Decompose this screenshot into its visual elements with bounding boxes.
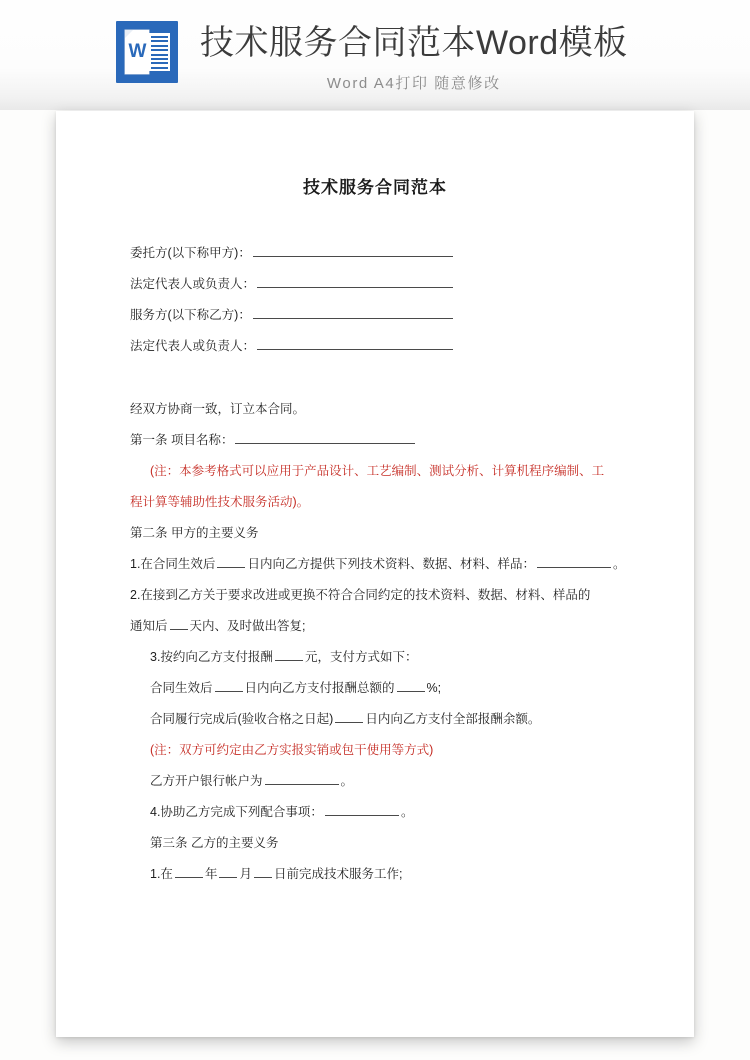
clause-2-item-2-line-1: 2.在接到乙方关于要求改进或更换不符合合同约定的技术资料、数据、材料、样品的: [130, 588, 591, 602]
item-text-a: 4.协助乙方完成下列配合事项：: [150, 805, 323, 819]
payment-text-a: 合同履行完成后(验收合格之日起): [150, 712, 334, 726]
clause-2-item-3: [130, 642, 650, 673]
payment-term-1: [130, 673, 650, 704]
document-body: [56, 238, 694, 890]
intro-paragraph: 经双方协商一致，订立本合同。: [130, 402, 306, 416]
field-label: 法定代表人或负责人：: [130, 339, 256, 353]
item-text-c: 月: [239, 867, 252, 881]
item-text-c: 。: [612, 557, 626, 571]
field-blank-line[interactable]: [257, 336, 453, 350]
word-icon-letter: W: [128, 41, 146, 62]
field-row-legal-rep-a: [130, 269, 650, 300]
field-label: 法定代表人或负责人：: [130, 277, 256, 291]
month-blank[interactable]: [219, 864, 237, 878]
item-text-c: 天内、及时做出答复;: [189, 619, 306, 633]
header-text-block: [200, 21, 628, 93]
header-content: [116, 21, 628, 93]
item-text-b: 。: [400, 805, 414, 819]
bank-account-row: [130, 766, 650, 797]
clause-1-label: 第一条 项目名称：: [130, 433, 234, 447]
days-blank[interactable]: [335, 709, 363, 723]
note-2: (注：双方可约定由乙方实报实销或包干使用等方式): [150, 743, 434, 757]
project-name-blank[interactable]: [235, 430, 415, 444]
payment-text-a: 合同生效后: [150, 681, 213, 695]
page-title: 技术服务合同范本Word模板: [200, 24, 628, 62]
percent-blank[interactable]: [397, 678, 425, 692]
days-blank[interactable]: [170, 616, 188, 630]
item-text-d: 日前完成技术服务工作;: [273, 867, 403, 881]
bank-text-a: 乙方开户银行帐户为: [150, 774, 263, 788]
field-blank-line[interactable]: [253, 305, 453, 319]
day-blank[interactable]: [254, 864, 272, 878]
field-row-entrusting-party: [130, 238, 650, 269]
item-text-b: 年: [204, 867, 218, 881]
note-1-line-1: [130, 456, 650, 487]
word-document-icon: [116, 21, 178, 83]
bank-text-b: 。: [340, 774, 354, 788]
item-text-b: 元，支付方式如下：: [304, 650, 418, 664]
item-text-a: 1.在合同生效后: [130, 557, 216, 571]
section-spacer: [130, 362, 650, 394]
item-text-a: 1.在: [150, 867, 173, 881]
field-blank-line[interactable]: [253, 243, 453, 257]
clause-3-label: 第三条 乙方的主要义务: [150, 836, 279, 850]
clause-1-row: [130, 425, 650, 456]
item-text-b: 通知后: [130, 619, 168, 633]
year-blank[interactable]: [175, 864, 203, 878]
clause-3-item-1: [130, 859, 650, 890]
note-1-line-2: 程计算等辅助性技术服务活动)。: [130, 495, 310, 509]
payment-text-c: %;: [426, 681, 442, 695]
item-text-a: 3.按约向乙方支付报酬: [150, 650, 273, 664]
note-1-text-1: (注：本参考格式可以应用于产品设计、工艺编制、测试分析、计算机程序编制、工: [150, 464, 605, 478]
field-blank-line[interactable]: [257, 274, 453, 288]
page-header-banner: [0, 0, 750, 110]
clause-2-item-1: [130, 549, 650, 580]
cooperation-blank[interactable]: [325, 802, 399, 816]
materials-blank[interactable]: [537, 554, 611, 568]
bank-account-blank[interactable]: [265, 771, 339, 785]
days-blank[interactable]: [215, 678, 243, 692]
field-row-legal-rep-b: [130, 331, 650, 362]
word-icon-lines: [149, 33, 170, 71]
clause-2-label: 第二条 甲方的主要义务: [130, 526, 259, 540]
payment-text-b: 日内向乙方支付全部报酬余额。: [365, 712, 541, 726]
clause-2-item-2-line-2: [130, 611, 650, 642]
days-blank[interactable]: [217, 554, 245, 568]
field-row-service-party: [130, 300, 650, 331]
payment-term-2: [130, 704, 650, 735]
field-label: 委托方(以下称甲方)：: [130, 246, 251, 260]
item-text-b: 日内向乙方提供下列技术资料、数据、材料、样品：: [247, 557, 535, 571]
clause-2-item-4: [130, 797, 650, 828]
page-subtitle: Word A4打印 随意修改: [326, 75, 501, 92]
document-page: [56, 111, 694, 1037]
field-label: 服务方(以下称乙方)：: [130, 308, 251, 322]
payment-text-b: 日内向乙方支付报酬总额的: [244, 681, 395, 695]
document-title: 技术服务合同范本: [303, 178, 447, 197]
amount-blank[interactable]: [275, 647, 303, 661]
